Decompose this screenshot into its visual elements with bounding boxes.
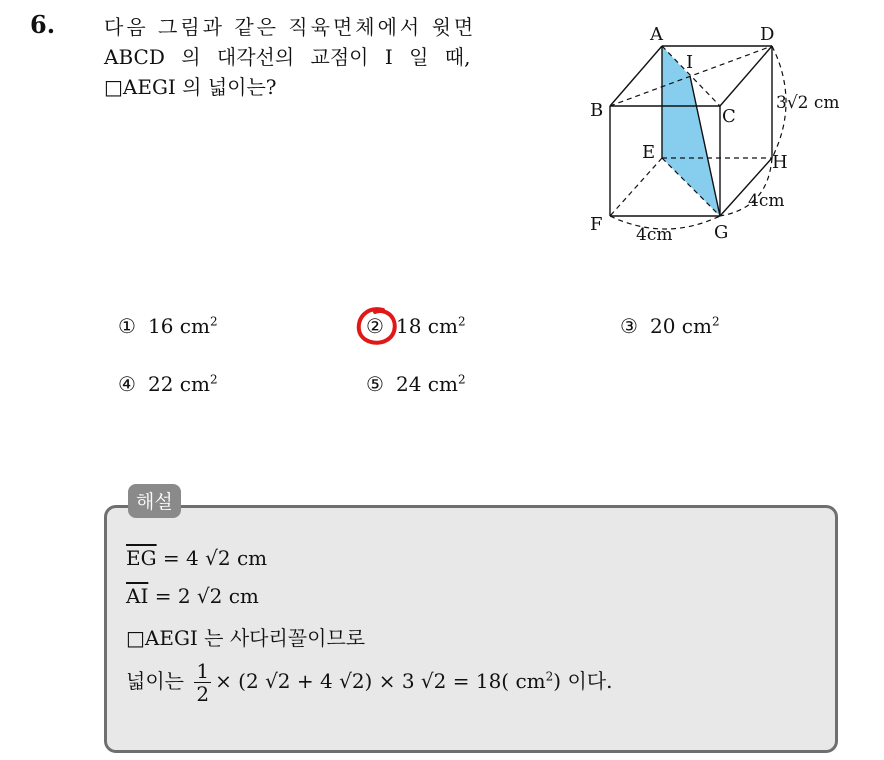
choice-2-mark: ② [366, 314, 384, 338]
question-number: 6. [30, 10, 56, 39]
segment-eg: $\overline{EG}$ [126, 546, 157, 570]
label-i: I [686, 52, 694, 73]
eg-value: = 4 √2 cm [156, 546, 268, 570]
solution-line-area [126, 660, 612, 705]
solution-line-eg [126, 546, 267, 570]
question-text [104, 12, 564, 102]
cuboid-figure [578, 20, 858, 250]
dim-width: 4cm [636, 225, 673, 245]
choice-2-value: 18 cm [396, 314, 458, 338]
choice-3[interactable] [620, 314, 720, 338]
question-line-3: □AEGI 의 넓이는? [104, 75, 277, 99]
choice-3-value: 20 cm [650, 314, 712, 338]
solution-label: 해설 [128, 484, 181, 518]
fraction-denominator: 2 [196, 682, 210, 706]
fraction-half [194, 660, 211, 705]
dim-depth: 4cm [748, 191, 785, 211]
choice-3-mark: ③ [620, 314, 638, 338]
dim-height: 3√2 cm [776, 93, 840, 113]
label-f: F [590, 214, 603, 235]
choice-5[interactable] [366, 372, 466, 396]
choice-4[interactable] [118, 372, 218, 396]
choice-1[interactable] [118, 314, 218, 338]
edge-ef [610, 158, 662, 216]
ai-value: = 2 √2 cm [148, 584, 259, 608]
label-h: H [772, 152, 788, 173]
area-prefix: 넓이는 [126, 669, 184, 693]
area-unit-sup: 2 [545, 669, 554, 684]
fraction-numerator: 1 [196, 659, 210, 683]
label-d: D [760, 24, 775, 45]
choice-4-sup: 2 [209, 372, 218, 387]
choice-3-sup: 2 [711, 314, 720, 329]
choice-1-sup: 2 [209, 314, 218, 329]
choice-4-mark: ④ [118, 372, 136, 396]
question-line-1: 다음 그림과 같은 직육면체에서 윗면 [104, 15, 477, 39]
selection-stroke [359, 309, 395, 343]
solution-line-trapezoid: □AEGI 는 사다리꼴이므로 [126, 626, 366, 650]
selected-answer-circle [353, 304, 403, 350]
label-b: B [590, 100, 604, 121]
solution-line-ai [126, 584, 259, 608]
question-line-2: ABCD 의 대각선의 교점이 I 일 때, [104, 45, 471, 69]
choice-2-sup: 2 [457, 314, 466, 329]
label-c: C [722, 106, 736, 127]
choice-5-mark: ⑤ [366, 372, 384, 396]
area-expression: × (2 √2 + 4 √2) × 3 √2 = 18( cm [215, 669, 546, 693]
label-g: G [714, 222, 729, 243]
segment-ai: $\overline{AI}$ [126, 584, 149, 608]
choice-1-mark: ① [118, 314, 136, 338]
label-a: A [650, 24, 663, 45]
choice-5-value: 24 cm [396, 372, 458, 396]
label-e: E [642, 142, 656, 163]
choice-5-sup: 2 [457, 372, 466, 387]
choice-4-value: 22 cm [148, 372, 210, 396]
area-end: ) 이다. [553, 669, 613, 693]
choice-1-value: 16 cm [148, 314, 210, 338]
